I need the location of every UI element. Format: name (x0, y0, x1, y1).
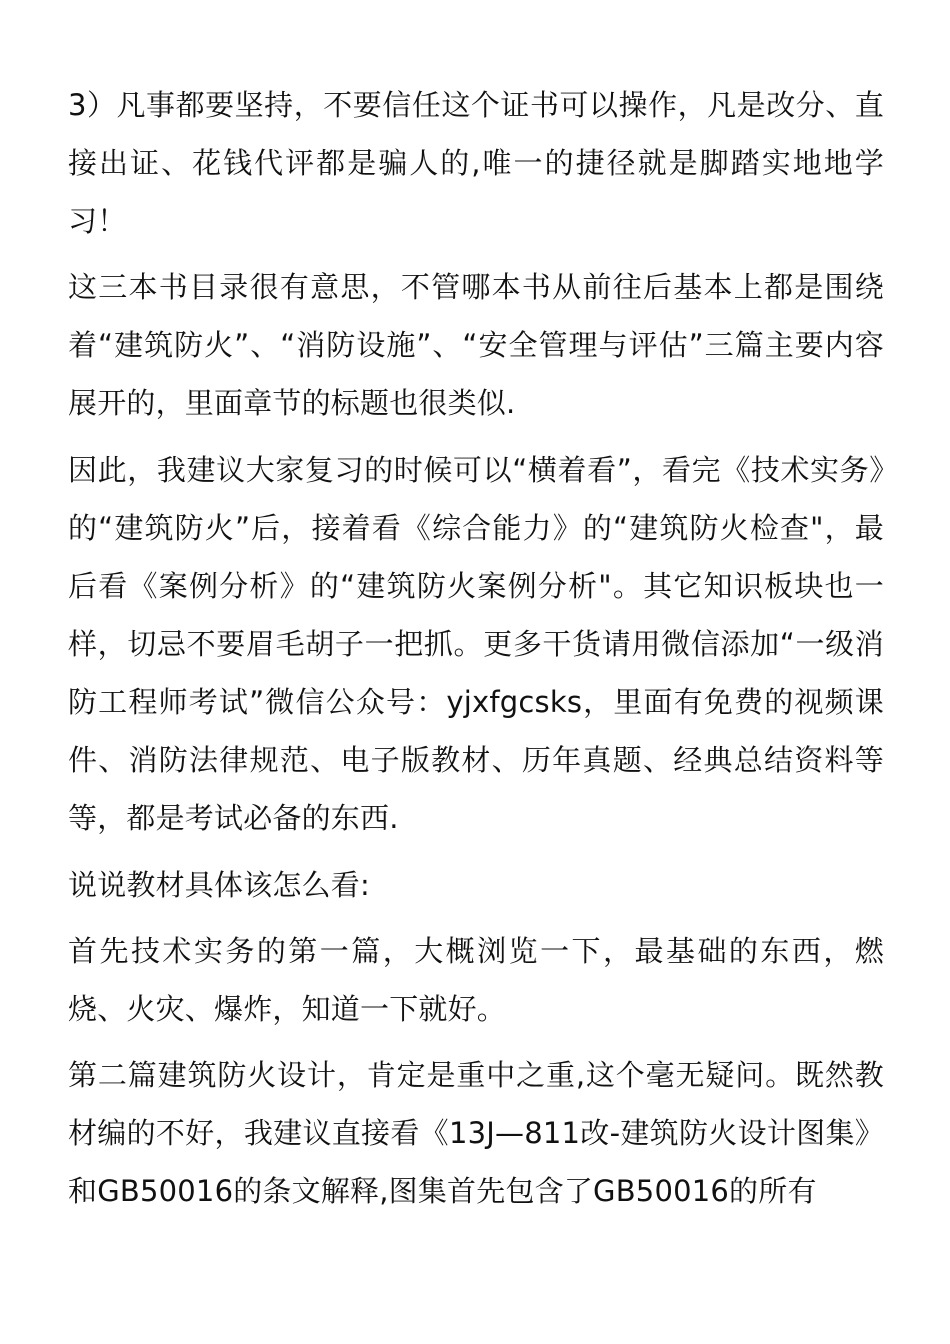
paragraph-persistence-advice: 3）凡事都要坚持，不要信任这个证书可以操作，凡是改分、直接出证、花钱代评都是骗人的,唯一的捷径就是脚踏实地地学习！ (68, 88, 884, 238)
paragraph-book-structure: 这三本书目录很有意思，不管哪本书从前往后基本上都是围绕着“建筑防火”、“消防设施”、“安全管理与评估”三篇主要内容展开的，里面章节的标题也很类似. (68, 270, 884, 420)
document-body (68, 76, 884, 1230)
paragraph-how-to-read-heading: 说说教材具体该怎么看: (68, 868, 370, 902)
paragraph-part-one-advice: 首先技术实务的第一篇，大概浏览一下，最基础的东西，燃烧、火灾、爆炸，知道一下就好。 (68, 934, 884, 1026)
paragraph-part-two-advice: 第二篇建筑防火设计，肯定是重中之重,这个毫无疑问。既然教材编的不好，我建议直接看《13J—811改-建筑防火设计图集》和GB50016的条文解释,图集首先包含了GB50016的所有 (68, 1058, 884, 1208)
paragraph-reading-method: 因此，我建议大家复习的时候可以“横着看”，看完《技术实务》的“建筑防火”后，接着看《综合能力》的“建筑防火检查"，最后看《案例分析》的“建筑防火案例分析"。其它知识板块也一样，切忌不要眉毛胡子一把抓。更多干货请用微信添加“一级消防工程师考试”微信公众号：yjxfgcsks，里面有免费的视频课件、消防法律规范、电子版教材、历年真题、经典总结资料等等，都是考试必备的东西. (68, 453, 884, 835)
